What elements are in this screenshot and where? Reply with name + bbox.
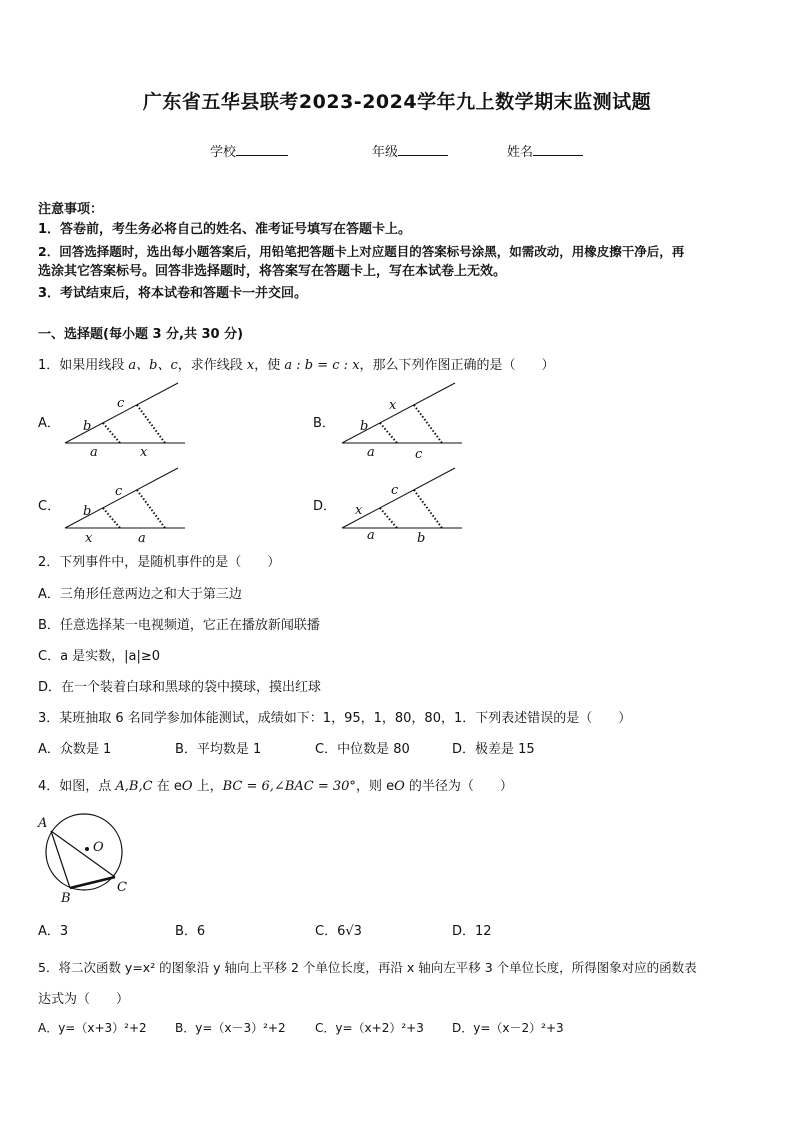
q1-stem-mid: ，求作线段 — [177, 358, 247, 373]
q3-option-d[interactable]: D．极差是 15 — [452, 742, 535, 757]
q2-option-c[interactable]: C．a 是实数，|a|≥0 — [38, 649, 161, 664]
center-point — [85, 847, 89, 851]
school-label: 学校 — [210, 145, 237, 160]
q4-circle-figure — [30, 805, 140, 910]
segment-ab — [51, 831, 70, 888]
label-o: O — [93, 840, 104, 855]
label-c: C — [117, 880, 127, 895]
grade-blank[interactable] — [398, 142, 448, 156]
segment-ac — [51, 831, 115, 877]
name-blank[interactable] — [533, 142, 583, 156]
q4-stem-circle-2: O — [394, 779, 405, 794]
school-field — [210, 141, 288, 160]
q2-option-d[interactable]: D．在一个装着白球和黑球的袋中摸球，摸出红球 — [38, 680, 322, 695]
label-upper-2: c — [391, 483, 399, 498]
parallel-line-2 — [414, 490, 442, 528]
parallel-line-1 — [380, 508, 397, 528]
label-upper-1: b — [83, 504, 92, 519]
section-heading: 一、选择题(每小题 3 分,共 30 分) — [38, 327, 244, 342]
question-5-stem-line-1: 5．将二次函数 y=x² 的图象沿 y 轴向上平移 2 个单位长度，再沿 x 轴向左平移 3 个单位长度，所得图象对应的函数表 — [38, 960, 697, 975]
label-upper-2: c — [117, 396, 125, 411]
notice-heading: 注意事项： — [38, 202, 104, 217]
label-upper-1: x — [355, 503, 363, 518]
q4-stem-pre: 4．如图，点 — [38, 779, 116, 794]
label-lower-2: c — [415, 447, 423, 460]
name-field — [507, 141, 583, 160]
q4-stem-condition: BC = 6,∠BAC = 30° — [222, 779, 356, 794]
q4-option-c[interactable]: C．6√3 — [315, 924, 362, 939]
parallel-line-1 — [103, 508, 120, 528]
school-blank[interactable] — [236, 142, 288, 156]
q4-stem-post: 的半径为（ ） — [404, 779, 513, 794]
parallel-line-1 — [380, 423, 397, 443]
label-a: A — [38, 816, 48, 831]
q1-option-a-figure — [60, 380, 190, 460]
label-upper-2: c — [115, 484, 123, 499]
q4-option-d[interactable]: D．12 — [452, 924, 492, 939]
parallel-line-2 — [137, 490, 165, 528]
q3-option-b[interactable]: B．平均数是 1 — [175, 742, 262, 757]
q5-option-a[interactable]: A．y=（x+3）²+2 — [38, 1021, 147, 1035]
name-label: 姓名 — [507, 145, 534, 160]
q1-stem-mid2: ，使 — [254, 358, 285, 373]
question-1-stem — [38, 354, 555, 373]
label-lower-1: a — [367, 528, 375, 543]
label-upper-1: b — [360, 419, 369, 434]
notice-item-2-line-2: 选涂其它答案标号。回答非选择题时，将答案写在答题卡上，写在本试卷上无效。 — [38, 264, 507, 279]
notice-item-3: 3．考试结束后，将本试卷和答题卡一并交回。 — [38, 286, 308, 301]
notice-item-1: 1．答卷前，考生务必将自己的姓名、准考证号填写在答题卡上。 — [38, 222, 412, 237]
parallel-line-2 — [137, 405, 165, 443]
parallel-line-2 — [414, 405, 442, 443]
label-lower-2: b — [417, 531, 426, 545]
label-upper-1: b — [83, 419, 92, 434]
q4-option-a[interactable]: A．3 — [38, 924, 69, 939]
q4-stem-mid2: 上， — [192, 779, 223, 794]
label-lower-2: x — [140, 445, 148, 460]
q1-stem-pre: 1．如果用线段 — [38, 358, 129, 373]
q4-stem-mid: 在 e — [152, 779, 182, 794]
q5-option-b[interactable]: B．y=（x－3）²+2 — [175, 1021, 286, 1035]
q5-option-c[interactable]: C．y=（x+2）²+3 — [315, 1021, 424, 1035]
question-5-stem-line-2: 达式为（ ） — [38, 992, 130, 1007]
q1-stem-ratio: a : b = c : x — [284, 358, 360, 373]
label-lower-1: a — [367, 445, 375, 460]
slant-ray — [342, 468, 455, 528]
q4-stem-mid3: ，则 e — [355, 779, 395, 794]
q1-option-d-letter[interactable]: D． — [313, 499, 337, 514]
q1-option-d-figure — [337, 465, 467, 545]
q1-stem-vars: a、b、c — [128, 358, 178, 373]
label-upper-2: x — [389, 398, 397, 413]
grade-field — [372, 141, 448, 160]
q5-option-d[interactable]: D．y=（x－2）²+3 — [452, 1021, 564, 1035]
q1-stem-post: ，那么下列作图正确的是（ ） — [359, 358, 555, 373]
label-lower-1: a — [90, 445, 98, 460]
question-2-stem: 2．下列事件中，是随机事件的是（ ） — [38, 555, 281, 570]
q1-option-a-letter[interactable]: A． — [38, 416, 60, 431]
q3-option-c[interactable]: C．中位数是 80 — [315, 742, 410, 757]
q4-option-b[interactable]: B．6 — [175, 924, 206, 939]
q2-option-b[interactable]: B．任意选择某一电视频道，它正在播放新闻联播 — [38, 618, 320, 633]
segment-bc — [70, 877, 115, 888]
slant-ray — [65, 383, 178, 443]
exam-title: 广东省五华县联考2023-2024学年九上数学期末监测试题 — [142, 91, 652, 113]
q1-option-b-letter[interactable]: B． — [313, 416, 335, 431]
q1-option-c-letter[interactable]: C． — [38, 499, 61, 514]
slant-ray — [342, 383, 455, 443]
question-4-stem — [38, 775, 513, 794]
parallel-line-1 — [103, 423, 120, 443]
label-lower-2: a — [138, 531, 146, 545]
label-b: B — [61, 891, 71, 906]
label-lower-1: x — [85, 531, 93, 545]
q4-stem-points: A,B,C — [115, 779, 153, 794]
q1-option-b-figure — [337, 380, 467, 460]
q4-stem-circle: O — [181, 779, 193, 794]
notice-item-2-line-1: 2．回答选择题时，选出每小题答案后，用铅笔把答题卡上对应题目的答案标号涂黑，如需改动，用橡皮擦干净后，再 — [38, 244, 685, 259]
question-3-stem: 3．某班抽取 6 名同学参加体能测试，成绩如下：1，95，1，80，80，1．下列表述错误的是（ ） — [38, 711, 632, 726]
q3-option-a[interactable]: A．众数是 1 — [38, 742, 112, 757]
q1-stem-x: x — [246, 358, 255, 373]
grade-label: 年级 — [372, 145, 399, 160]
q1-option-c-figure — [60, 465, 190, 545]
q2-option-a[interactable]: A．三角形任意两边之和大于第三边 — [38, 587, 242, 602]
